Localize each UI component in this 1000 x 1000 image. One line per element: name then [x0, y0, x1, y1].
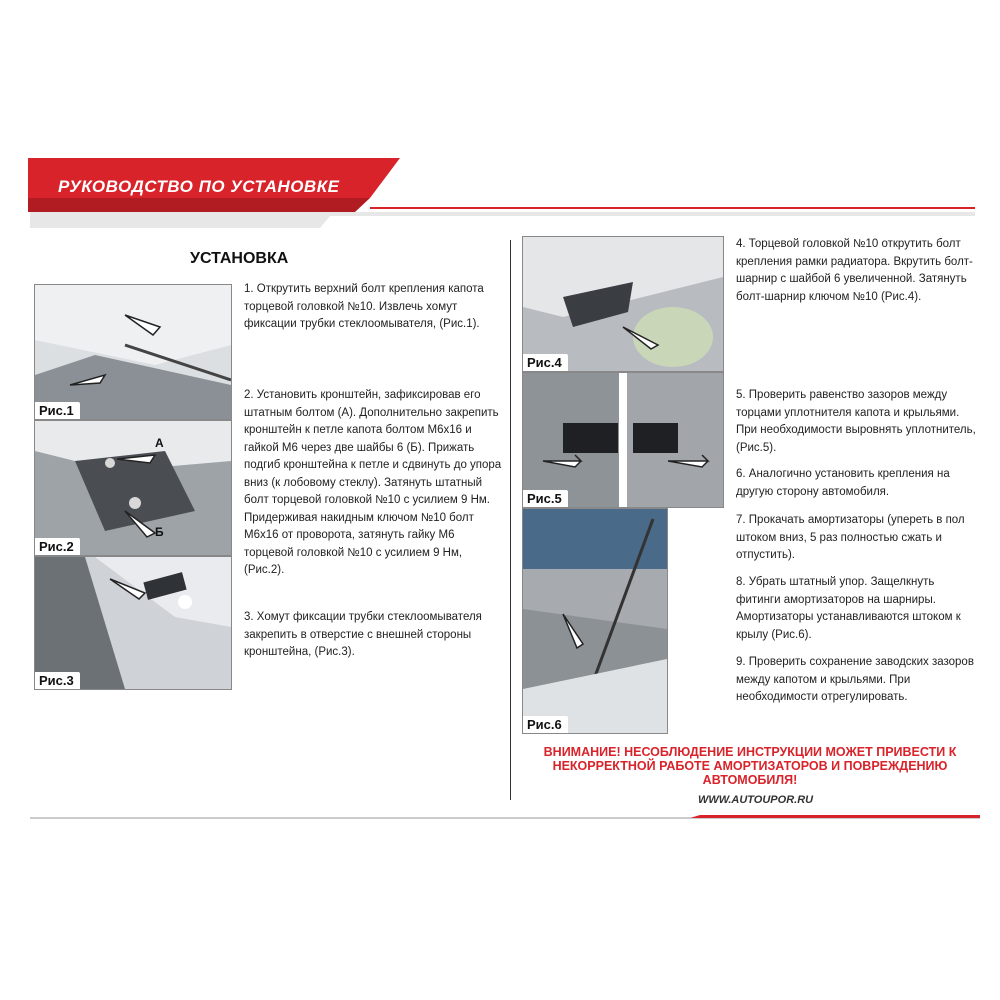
figure-6-photo	[523, 509, 667, 733]
step-6: 6. Аналогично установить крепления на другую сторону автомобиля.	[736, 468, 950, 498]
step-8: 8. Убрать штатный упор. Защелкнуть фитинги амортизаторов на шарниры. Амортизаторы устанавливаются штоком к крылу (Рис.6).	[736, 576, 961, 641]
figure-6	[522, 508, 668, 734]
step-5: 5. Проверить равенство зазоров между торцами уплотнителя капота и крыльями. При необходимости выровнять уплотнитель, (Рис.5).	[736, 389, 976, 454]
figure-1-photo	[35, 285, 231, 419]
footer-rule	[30, 810, 980, 824]
figure-4	[522, 236, 724, 372]
step-2: 2. Установить кронштейн, зафиксировав его штатным болтом (А). Дополнительно закрепить кронштейн к петле капота болтом М6х16 и гайкой М6 через две шайбы 6 (Б). Прижать подгиб кронштейна к петле и сдвинуть до упора вниз (к лобовому стеклу). Затянуть штатный болт торцевой головкой №10 с усилием 9 Нм. Придерживая накидным ключом №10 болт М6х16 от проворота, затянуть гайку М6 торцевой головкой №10 с усилием 9 Нм, (Рис.2).	[244, 389, 502, 576]
figure-2-photo	[35, 421, 231, 555]
figure-5-label: Рис.5	[523, 490, 568, 507]
figure-5-photo	[523, 373, 723, 507]
figure-2-label: Рис.2	[35, 538, 80, 555]
figure-4-photo	[523, 237, 723, 371]
website-link[interactable]: WWW.AUTOUPOR.RU	[698, 794, 814, 806]
figure-3	[34, 556, 232, 690]
warning-text: ВНИМАНИЕ! НЕСОБЛЮДЕНИЕ ИНСТРУКЦИИ МОЖЕТ ПРИВЕСТИ К НЕКОРРЕКТНОЙ РАБОТЕ АМОРТИЗАТОРОВ И ПОВРЕЖДЕНИЮ АВТОМОБИЛЯ!	[543, 745, 957, 787]
figure-6-label: Рис.6	[523, 716, 568, 733]
step-4: 4. Торцевой головкой №10 открутить болт крепления рамки радиатора. Вкрутить болт-шарнир с шайбой 6 увеличенной. Затянуть болт-шарнир ключом №10 (Рис.4).	[736, 238, 973, 303]
figure-4-label: Рис.4	[523, 354, 568, 371]
step-9: 9. Проверить сохранение заводских зазоров между капотом и крыльями. При необходимости отрегулировать.	[736, 656, 974, 703]
marker-a: А	[155, 436, 164, 450]
step-7: 7. Прокачать амортизаторы (упереть в пол штоком вниз, 5 раз полностью сжать и отпустить).	[736, 514, 965, 561]
page-title: РУКОВОДСТВО ПО УСТАНОВКЕ	[58, 177, 340, 196]
marker-b: Б	[155, 525, 164, 539]
section-title: УСТАНОВКА	[190, 250, 289, 267]
step-3: 3. Хомут фиксации трубки стеклоомывателя закрепить в отверстие с внешней стороны кронштейна, (Рис.3).	[244, 611, 482, 658]
figure-3-label: Рис.3	[35, 672, 80, 689]
figure-3-photo	[35, 557, 231, 689]
figure-1	[34, 284, 232, 420]
figure-5	[522, 372, 724, 508]
figure-2	[34, 420, 232, 556]
column-divider	[510, 240, 511, 800]
step-1: 1. Открутить верхний болт крепления капота торцевой головкой №10. Извлечь хомут фиксации трубки стеклоомывателя, (Рис.1).	[244, 283, 484, 330]
figure-1-label: Рис.1	[35, 402, 80, 419]
